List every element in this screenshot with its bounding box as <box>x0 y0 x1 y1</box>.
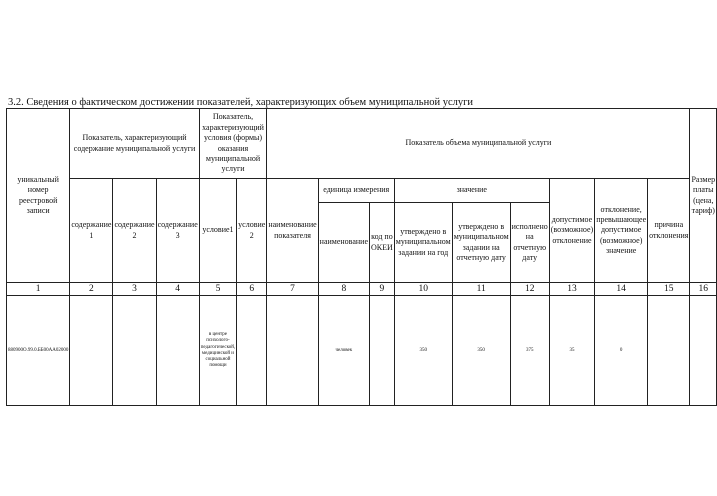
condition-2-cell <box>237 296 267 406</box>
allowed-deviation-header: допустимое (возможное) отклонение <box>549 179 594 283</box>
column-number: 6 <box>237 283 267 296</box>
unit-group-header: единица измерения <box>318 179 394 203</box>
content-group-header: Показатель, характеризующий содержание муниципальной услуги <box>70 109 199 179</box>
okei-code-cell <box>370 296 395 406</box>
column-numbers-row <box>7 283 717 296</box>
payment-size-header: Размер платы (цена, тариф) <box>690 109 717 283</box>
header-row-2 <box>7 179 717 203</box>
column-number: 16 <box>690 283 717 296</box>
content-2-header: содержание 2 <box>113 179 156 283</box>
indicator-name-cell <box>267 296 318 406</box>
column-number: 13 <box>549 283 594 296</box>
column-number: 8 <box>318 283 369 296</box>
column-number: 11 <box>452 283 510 296</box>
content-3-cell <box>156 296 199 406</box>
content-2-cell <box>113 296 156 406</box>
table-row <box>7 296 717 406</box>
content-1-cell <box>70 296 113 406</box>
header-row-1 <box>7 109 717 179</box>
column-number: 4 <box>156 283 199 296</box>
unit-name-cell: человек <box>318 296 369 406</box>
excess-deviation-header: отклонение, превышающее допустимое (возможное) значение <box>595 179 648 283</box>
excess-deviation-cell: 0 <box>595 296 648 406</box>
volume-group-header: Показатель объема муниципальной услуги <box>267 109 690 179</box>
condition-2-header: условие 2 <box>237 179 267 283</box>
approved-date-cell: 350 <box>452 296 510 406</box>
okei-code-header: код по ОКЕИ <box>370 203 395 283</box>
approved-year-cell: 350 <box>394 296 452 406</box>
column-number: 9 <box>370 283 395 296</box>
approved-date-header: утверждено в муниципальном задании на отчетную дату <box>452 203 510 283</box>
registry-number-header: уникальный номер реестровой записи <box>7 109 70 283</box>
content-1-header: содержание 1 <box>70 179 113 283</box>
indicator-name-header: наименование показателя <box>267 179 318 283</box>
column-number: 5 <box>199 283 236 296</box>
column-number: 12 <box>510 283 549 296</box>
value-group-header: значение <box>394 179 549 203</box>
condition-1-header: условие1 <box>199 179 236 283</box>
column-number: 2 <box>70 283 113 296</box>
column-number: 3 <box>113 283 156 296</box>
column-number: 14 <box>595 283 648 296</box>
condition-1-cell: в центре психолого-педагогической, медицинской и социальной помощи <box>199 296 236 406</box>
unit-name-header: наименование <box>318 203 369 283</box>
registry-number-cell: 880900О.99.0.ББ00АА02000 <box>7 296 70 406</box>
column-number: 10 <box>394 283 452 296</box>
executed-date-header: исполнено на отчетную дату <box>510 203 549 283</box>
column-number: 1 <box>7 283 70 296</box>
allowed-deviation-cell: 35 <box>549 296 594 406</box>
executed-date-cell: 375 <box>510 296 549 406</box>
conditions-group-header: Показатель, характеризующий условия (формы) оказания муниципальной услуги <box>199 109 267 179</box>
payment-size-cell <box>690 296 717 406</box>
deviation-reason-cell <box>648 296 690 406</box>
content-3-header: содержание 3 <box>156 179 199 283</box>
column-number: 15 <box>648 283 690 296</box>
section-title: 3.2. Сведения о фактическом достижении показателей, характеризующих объем муниципальной услуги <box>8 97 474 108</box>
approved-year-header: утверждено в муниципальном задании на год <box>394 203 452 283</box>
volume-indicators-table <box>6 108 717 406</box>
deviation-reason-header: причина отклонения <box>648 179 690 283</box>
column-number: 7 <box>267 283 318 296</box>
